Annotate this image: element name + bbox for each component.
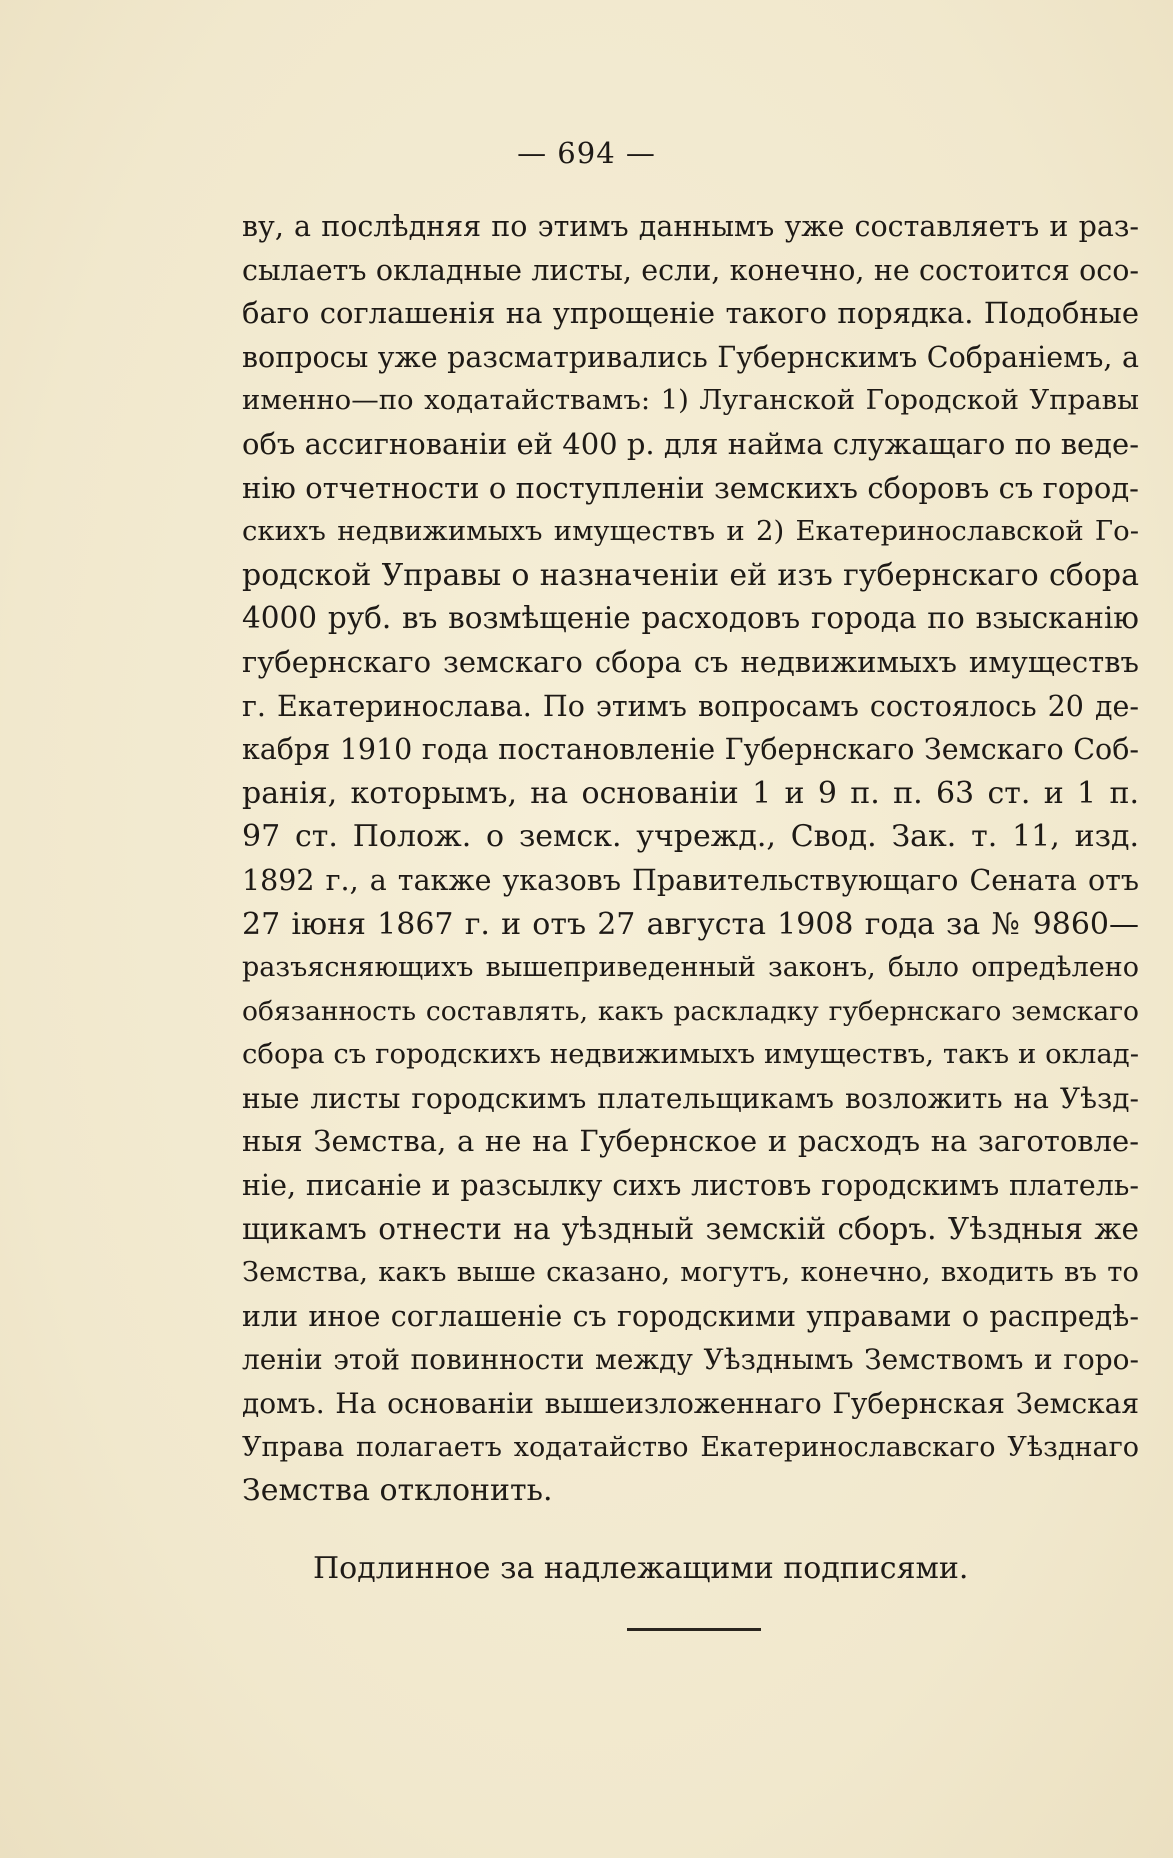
- paragraph-line: ранія, которымъ, на основаніи 1 и 9 п. п. 63 ст. и 1 п.: [242, 775, 1139, 811]
- paragraph-line: губернскаго земскаго сбора съ недвижимыхъ имуществъ: [242, 644, 1139, 679]
- paragraph-line: г. Екатеринослава. По этимъ вопросамъ состоялось 20 де-: [242, 689, 1139, 723]
- paragraph-line: ніе, писаніе и разсылку сихъ листовъ городскимъ платель-: [242, 1169, 1139, 1203]
- paragraph-line: Управа полагаетъ ходатайство Екатеринославскаго Уѣзднаго: [242, 1431, 1139, 1463]
- paragraph-line: обязанность составлять, какъ раскладку губернскаго земскаго: [242, 995, 1139, 1027]
- paragraph-line: сбора съ городскихъ недвижимыхъ имуществъ, такъ и оклад-: [242, 1038, 1139, 1071]
- main-paragraph: [242, 205, 1139, 1513]
- paragraph-line: 4000 руб. въ возмѣщеніе расходовъ города по взысканію: [242, 601, 1139, 636]
- paragraph-line: объ ассигнованіи ей 400 р. для найма служащаго по веде-: [242, 426, 1139, 461]
- paragraph-line: 27 іюня 1867 г. и отъ 27 августа 1908 года за № 9860—: [242, 906, 1139, 942]
- page-number: — 694 —: [517, 136, 656, 170]
- paragraph-line: щикамъ отнести на уѣздный земскій сборъ. Уѣздныя же: [242, 1211, 1139, 1246]
- end-rule-divider: [627, 1628, 761, 1631]
- paragraph-line-last: Земства отклонить.: [242, 1473, 553, 1509]
- paragraph-line: ву, а послѣдняя по этимъ даннымъ уже составляетъ и раз-: [242, 210, 1139, 243]
- paragraph-line: именно—по ходатайствамъ: 1) Луганской Городской Управы: [242, 384, 1139, 417]
- paragraph-line: скихъ недвижимыхъ имуществъ и 2) Екатеринославской Го-: [242, 515, 1139, 548]
- paragraph-line: баго соглашенія на упрощеніе такого порядка. Подобные: [242, 296, 1139, 331]
- paragraph-line: ныя Земства, а не на Губернское и расходъ на заготовле-: [242, 1124, 1139, 1159]
- paragraph-line: нію отчетности о поступленіи земскихъ сборовъ съ город-: [242, 470, 1139, 505]
- paragraph-line: 1892 г., а также указовъ Правительствующаго Сената отъ: [242, 863, 1139, 897]
- paragraph-line: сылаетъ окладные листы, если, конечно, не состоится осо-: [242, 253, 1139, 287]
- paragraph-line: леніи этой повинности между Уѣзднымъ Земствомъ и горо-: [242, 1343, 1139, 1377]
- paragraph-line: или иное соглашеніе съ городскими управами о распредѣ-: [242, 1299, 1139, 1333]
- paragraph-line: ные листы городскимъ плательщикамъ возложить на Уѣзд-: [242, 1081, 1139, 1115]
- paragraph-line: вопросы уже разсматривались Губернскимъ Собраніемъ, а: [242, 340, 1139, 374]
- paragraph-line: домъ. На основаніи вышеизложеннаго Губернская Земская: [242, 1387, 1139, 1421]
- paragraph-line: родской Управы о назначеніи ей изъ губернскаго сбора: [242, 557, 1139, 593]
- paragraph-line: Земства, какъ выше сказано, могутъ, конечно, входить въ то: [242, 1256, 1139, 1289]
- paragraph-line: разъясняющихъ вышеприведенный законъ, было опредѣлено: [242, 952, 1139, 984]
- signature-line: Подлинное за надлежащими подписями.: [313, 1551, 969, 1586]
- paragraph-line: кабря 1910 года постановленіе Губернскаго Земскаго Соб-: [242, 733, 1139, 767]
- paragraph-line: 97 ст. Полож. о земск. учрежд., Свод. Зак. т. 11, изд.: [242, 819, 1139, 855]
